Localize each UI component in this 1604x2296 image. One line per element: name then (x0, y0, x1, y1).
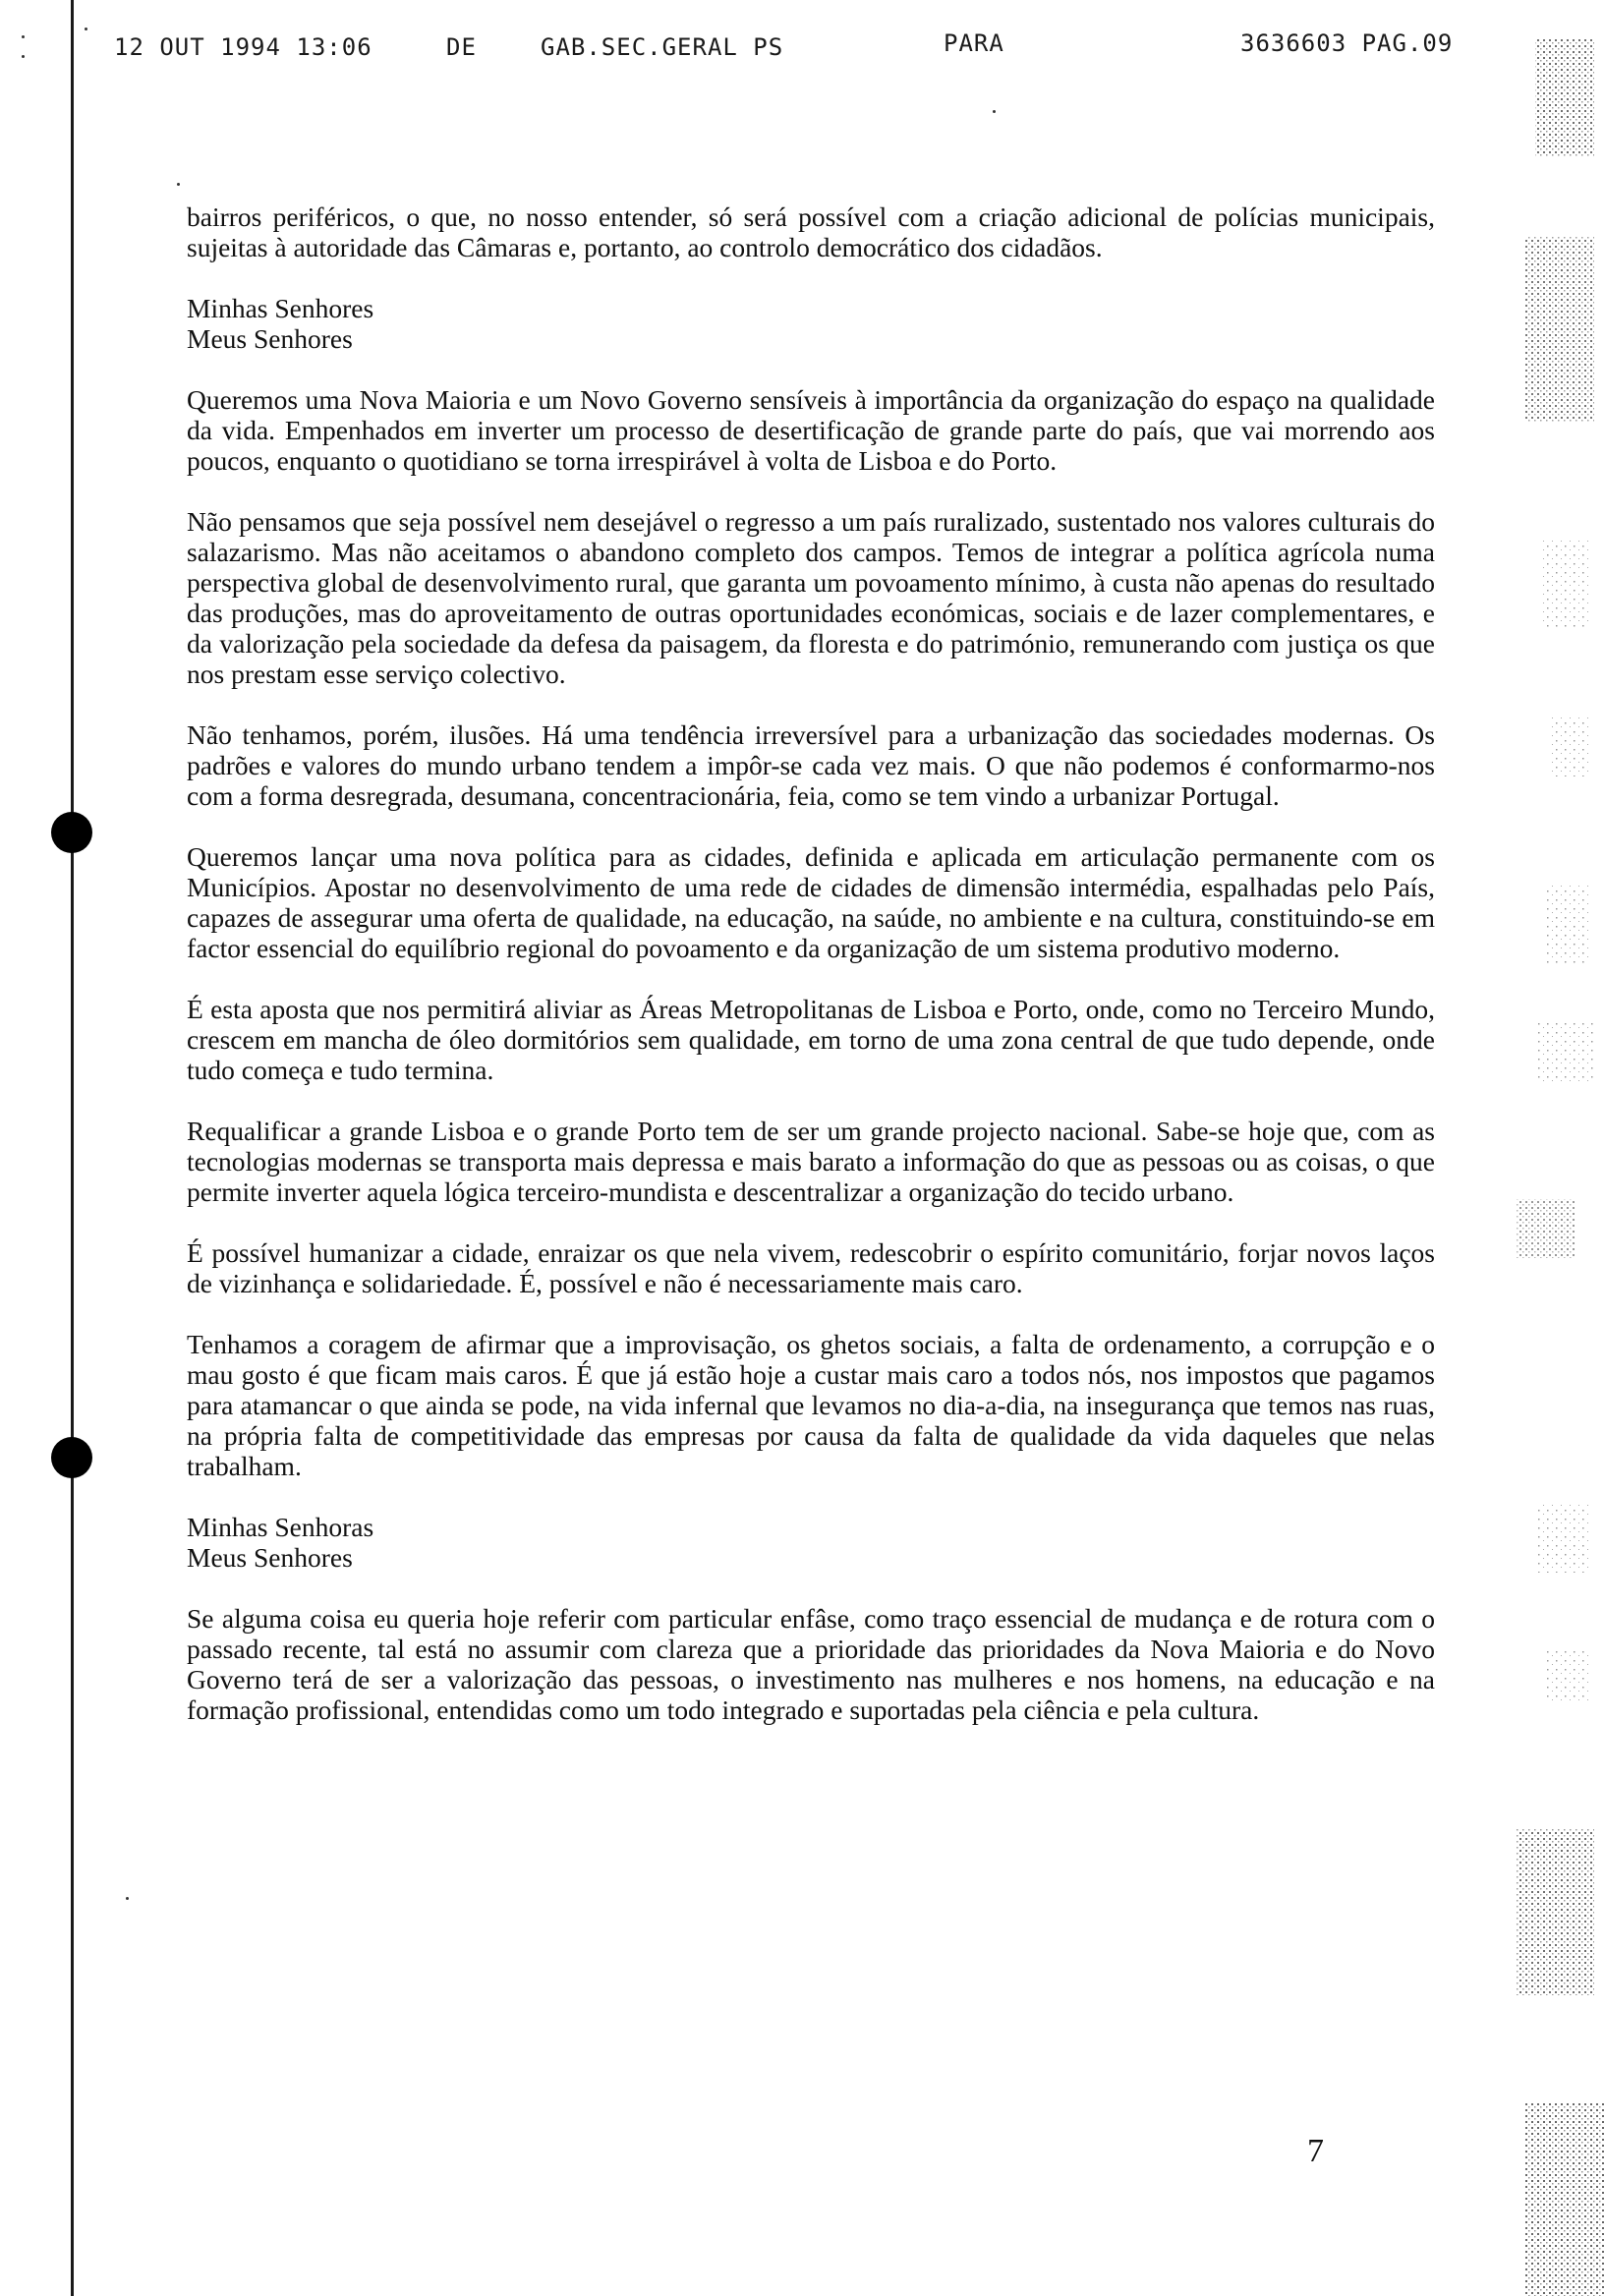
fax-transmission-header (114, 29, 1470, 69)
salutation-block (187, 293, 1435, 354)
scan-speck (126, 1897, 129, 1900)
scan-speck (177, 183, 180, 186)
paragraph: Tenhamos a coragem de afirmar que a improvisação, os ghetos sociais, a falta de ordenamento, a corrupção e o mau gosto é que ficam mais caros. É que já estão hoje a custar mais caro a todos nós, nos impostos que pagamos para atamancar o que ainda se pode, na vida infernal que levamos no dia-a-dia, na insegurança que temos nas ruas, na própria falta de competitividade das empresas por causa da falta de qualidade da vida daqueles que nelas trabalham. (187, 1329, 1435, 1481)
left-margin-rule (71, 0, 74, 2296)
paragraph: bairros periféricos, o que, no nosso entender, só será possível com a criação adicional de polícias municipais, sujeitas à autoridade das Câmaras e, portanto, ao controlo democrático dos cidadãos. (187, 201, 1435, 262)
paragraph: Não pensamos que seja possível nem desejável o regresso a um país ruralizado, sustentado nos valores culturais do salazarismo. Mas não aceitamos o abandono completo dos campos. Temos de integrar a política agrícola numa perspectiva global de desenvolvimento rural, que garanta um povoamento mínimo, à custa não apenas do resultado das produções, mas do aproveitamento de outras oportunidades económicas, sociais e de lazer complementares, e da valorização pela sociedade da defesa da paisagem, da floresta e do património, remunerando com justiça os que nos prestam esse serviço colectivo. (187, 506, 1435, 689)
paragraph: É possível humanizar a cidade, enraizar os que nela vivem, redescobrir o espírito comunitário, forjar novos laços de vizinhança e solidariedade. É, possível e não é necessariamente mais caro. (187, 1237, 1435, 1298)
salutation-line: Minhas Senhores (187, 293, 374, 323)
scan-speck (22, 35, 25, 38)
salutation-line: Minhas Senhoras (187, 1512, 374, 1542)
salutation-block (187, 1512, 1435, 1573)
salutation-line: Meus Senhores (187, 323, 353, 354)
scan-noise-strip (1466, 39, 1604, 2296)
document-body (187, 201, 1435, 1725)
paragraph: Queremos lançar uma nova política para as cidades, definida e aplicada em articulação permanente com os Municípios. Apostar no desenvolvimento de uma rede de cidades de dimensão intermédia, espalhadas pelo País, capazes de assegurar uma oferta de qualidade, na educação, na saúde, no ambiente e na cultura, constituindo-se em factor essencial do equilíbrio regional do povoamento e da organização de um sistema produtivo moderno. (187, 841, 1435, 963)
scan-speck (85, 28, 87, 30)
paragraph: Requalificar a grande Lisboa e o grande Porto tem de ser um grande projecto nacional. Sabe-se hoje que, com as tecnologias modernas se transporta mais depressa e mais barato a informação do que as pessoas ou as coisas, o que permite inverter aquela lógica terceiro-mundista e descentralizar a organização do tecido urbano. (187, 1116, 1435, 1207)
paragraph: Se alguma coisa eu queria hoje referir com particular enfâse, como traço essencial de mudança e de rotura com o passado recente, tal está no assumir com clareza que a prioridade das prioridades da Nova Maioria e do Novo Governo terá de ser a valorização das pessoas, o investimento nas mulheres e nos homens, na educação e na formação profissional, entendidas como um todo integrado e suportadas pela ciência e pela cultura. (187, 1603, 1435, 1725)
scan-speck (993, 110, 996, 113)
binder-hole-top (51, 812, 92, 853)
salutation-line: Meus Senhores (187, 1542, 353, 1573)
paragraph: Queremos uma Nova Maioria e um Novo Governo sensíveis à importância da organização do espaço na qualidade da vida. Empenhados em inverter um processo de desertificação de grande parte do país, que vai morrendo aos poucos, enquanto o quotidiano se torna irrespirável à volta de Lisboa e do Porto. (187, 384, 1435, 476)
page-number: 7 (1307, 2133, 1324, 2169)
paragraph: Não tenhamos, porém, ilusões. Há uma tendência irreversível para a urbanização das sociedades modernas. Os padrões e valores do mundo urbano tendem a impôr-se cada vez mais. O que não podemos é conformarmo-nos com a forma desregrada, desumana, concentracionária, feia, como se tem vindo a urbanizar Portugal. (187, 719, 1435, 811)
fax-de-label: DE (446, 33, 477, 61)
paragraph: É esta aposta que nos permitirá aliviar as Áreas Metropolitanas de Lisboa e Porto, onde, como no Terceiro Mundo, crescem em mancha de óleo dormitórios sem qualidade, em torno de uma zona central de que tudo depende, onde tudo começa e tudo termina. (187, 994, 1435, 1085)
binder-hole-bottom (51, 1437, 92, 1478)
fax-number-page: 3636603 PAG.09 (1240, 29, 1454, 57)
fax-date-time: 12 OUT 1994 13:06 (114, 33, 372, 61)
fax-para-label: PARA (944, 29, 1004, 57)
fax-sender: GAB.SEC.GERAL PS (541, 33, 784, 61)
scan-speck (22, 55, 25, 58)
